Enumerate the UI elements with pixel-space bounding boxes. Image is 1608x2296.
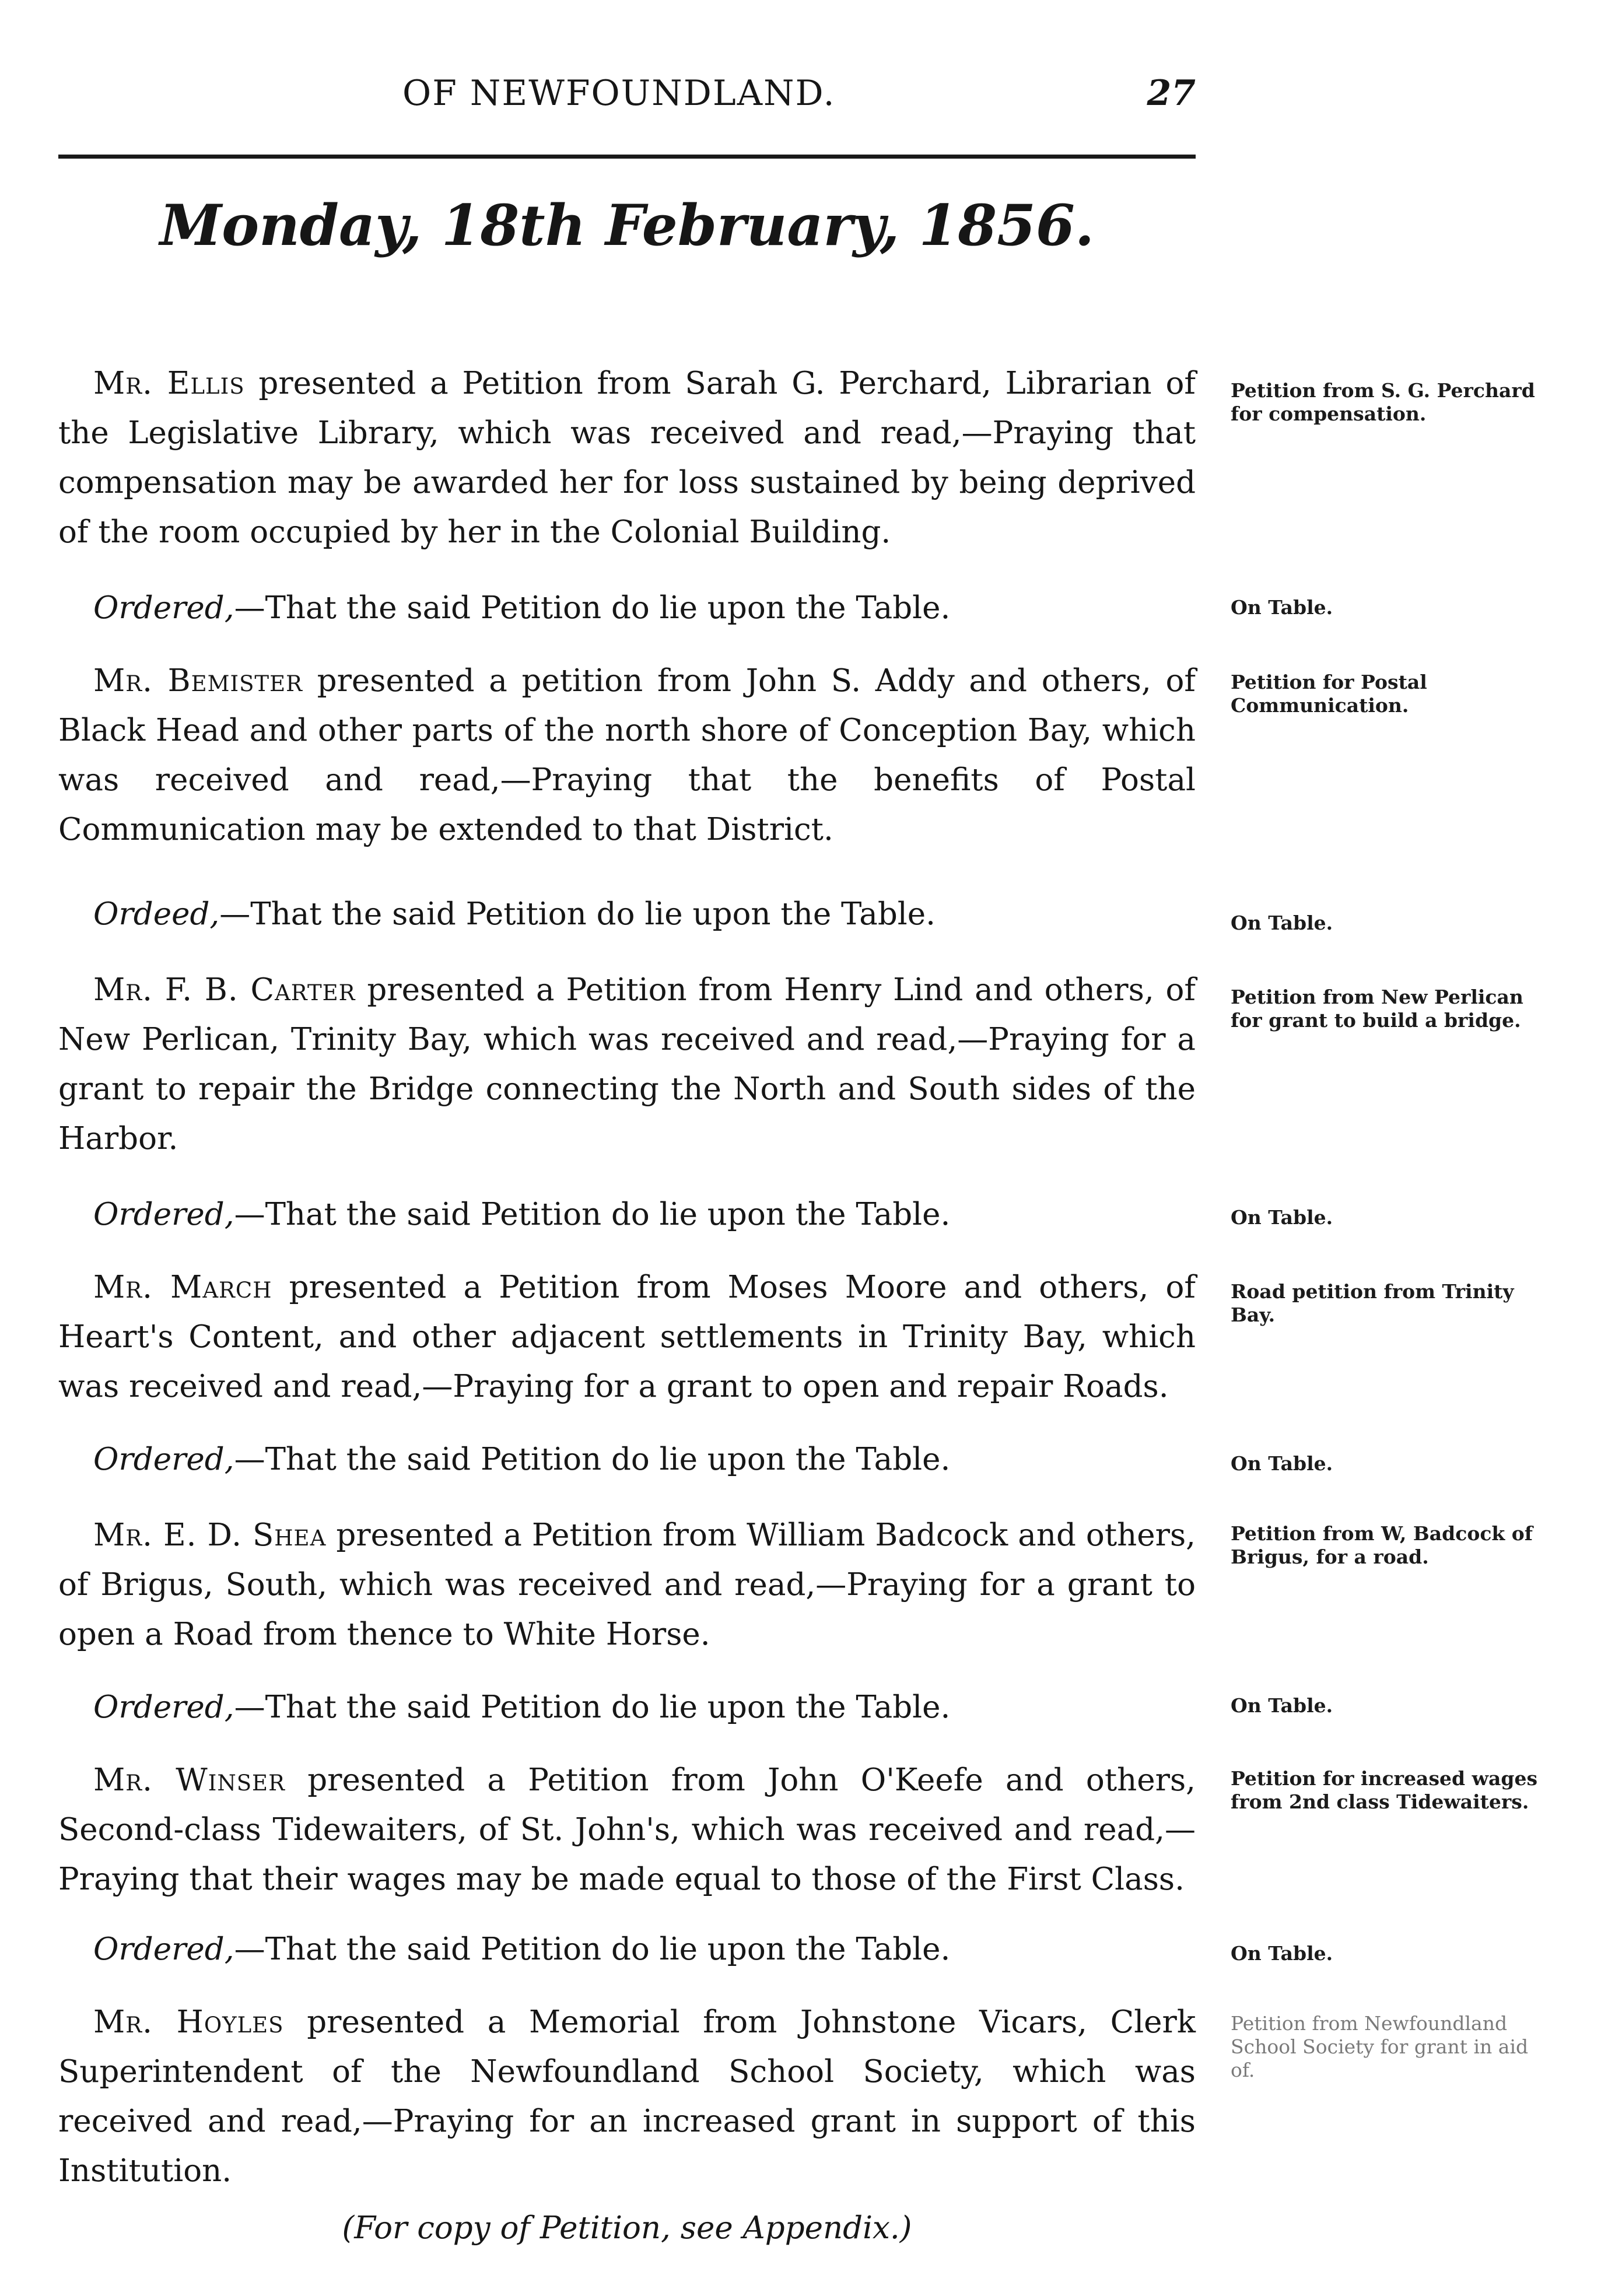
ordered-paragraph xyxy=(58,583,1196,633)
margin-note: Petition from New Perlican for grant to build a bridge. xyxy=(1231,986,1523,1032)
ordered-paragraph xyxy=(58,889,1196,939)
ordered-paragraph xyxy=(58,1190,1196,1239)
petition-entry-winser xyxy=(58,1755,1196,1904)
page-number: 27 xyxy=(1147,73,1196,114)
margin-note: Petition for increased wages from 2nd class Tidewaiters. xyxy=(1231,1767,1538,1813)
ordered-paragraph xyxy=(58,1435,1196,1484)
petition-entry-march xyxy=(58,1263,1196,1411)
on-table-note: On Table. xyxy=(1231,912,1333,934)
ordered-paragraph xyxy=(58,1925,1196,1974)
margin-note: Petition from Newfoundland School Society for grant in aid of. xyxy=(1231,2012,1529,2081)
ordered-label: Ordered, xyxy=(93,1689,234,1725)
petition-paragraph xyxy=(58,1263,1196,1411)
ordered-label: Ordered, xyxy=(93,1197,234,1232)
member-name: Mr. Ellis xyxy=(93,366,245,401)
running-title: OF NEWFOUNDLAND. xyxy=(402,73,836,114)
member-name: Mr. Winser xyxy=(93,1762,285,1798)
ordered-label: Ordered, xyxy=(93,1932,234,1967)
petition-paragraph xyxy=(58,965,1196,1163)
on-table-note: On Table. xyxy=(1231,1206,1333,1229)
petition-paragraph xyxy=(58,656,1196,854)
ordered-text: —That the said Petition do lie upon the Table. xyxy=(234,1689,951,1725)
petition-text: presented a petition from John S. Addy and others, of Black Head and other parts of the north shore of Conception Bay, which was received and read,—Praying that the benefits of Postal Communication may be extended to that District. xyxy=(58,663,1196,847)
ordered-entry xyxy=(58,1925,1196,1974)
on-table-note: On Table. xyxy=(1231,596,1333,619)
member-name: Mr. Hoyles xyxy=(93,2004,284,2040)
ordered-label: Ordered, xyxy=(93,590,234,626)
header-rule xyxy=(58,155,1196,159)
ordered-text: —That the said Petition do lie upon the Table. xyxy=(234,1932,951,1967)
petition-entry-ellis xyxy=(58,359,1196,557)
petition-text: presented a Petition from Sarah G. Perchard, Librarian of the Legislative Library, which was received and read,—Praying that compensation may be awarded her for loss sustained by being deprived of the room occupied by her in the Colonial Building. xyxy=(58,366,1196,550)
ordered-label: Ordeed, xyxy=(93,896,220,932)
petition-entry-bemister xyxy=(58,656,1196,854)
margin-note: Road petition from Trinity Bay. xyxy=(1231,1280,1514,1326)
member-name: Mr. March xyxy=(93,1270,272,1305)
on-table-note: On Table. xyxy=(1231,1694,1333,1717)
appendix-note: (For copy of Petition, see Appendix.) xyxy=(342,2210,912,2246)
ordered-paragraph xyxy=(58,1682,1196,1732)
petition-text: presented a Petition from John O'Keefe and others, Second-class Tidewaiters, of St. John's, which was received and read,—Praying that their wages may be made equal to those of the First Class. xyxy=(58,1762,1196,1897)
margin-note: Petition from S. G. Perchard for compensation. xyxy=(1231,379,1535,425)
ordered-entry xyxy=(58,889,1196,939)
ordered-text: —That the said Petition do lie upon the Table. xyxy=(234,590,951,626)
petition-entry-shea xyxy=(58,1510,1196,1659)
petition-text: presented a Petition from William Badcock and others, of Brigus, South, which was received and read,—Praying for a grant to open a Road from thence to White Horse. xyxy=(58,1517,1196,1652)
petition-entry-carter xyxy=(58,965,1196,1163)
ordered-entry xyxy=(58,583,1196,633)
ordered-text: —That the said Petition do lie upon the Table. xyxy=(234,1442,951,1477)
on-table-note: On Table. xyxy=(1231,1942,1333,1965)
margin-note: Petition for Postal Communication. xyxy=(1231,671,1427,717)
ordered-text: —That the said Petition do lie upon the Table. xyxy=(234,1197,951,1232)
petition-text: presented a Memorial from Johnstone Vicars, Clerk Superintendent of the Newfoundland School Society, which was received and read,—Praying for an increased grant in support of this Institution. xyxy=(58,2004,1196,2189)
ordered-label: Ordered, xyxy=(93,1442,234,1477)
member-name: Mr. E. D. Shea xyxy=(93,1517,327,1553)
petition-text: presented a Petition from Henry Lind and others, of New Perlican, Trinity Bay, which was received and read,—Praying for a grant to repair the Bridge connecting the North and South sides of the Harbor. xyxy=(58,972,1196,1156)
petition-paragraph xyxy=(58,1755,1196,1904)
date-heading: Monday, 18th February, 1856. xyxy=(159,192,1095,258)
petition-text: presented a Petition from Moses Moore and others, of Heart's Content, and other adjacent settlements in Trinity Bay, which was received and read,—Praying for a grant to open and repair Roads. xyxy=(58,1270,1196,1404)
ordered-entry xyxy=(58,1682,1196,1732)
petition-paragraph xyxy=(58,359,1196,557)
margin-note: Petition from W, Badcock of Brigus, for a road. xyxy=(1231,1522,1533,1568)
ordered-entry xyxy=(58,1435,1196,1484)
ordered-text: —That the said Petition do lie upon the Table. xyxy=(219,896,936,932)
ordered-entry xyxy=(58,1190,1196,1239)
member-name: Mr. Bemister xyxy=(93,663,303,699)
petition-paragraph xyxy=(58,1510,1196,1659)
petition-entry-hoyles xyxy=(58,1997,1196,2196)
petition-paragraph xyxy=(58,1997,1196,2196)
running-head xyxy=(58,73,1196,125)
member-name: Mr. F. B. Carter xyxy=(93,972,356,1008)
on-table-note: On Table. xyxy=(1231,1452,1333,1475)
